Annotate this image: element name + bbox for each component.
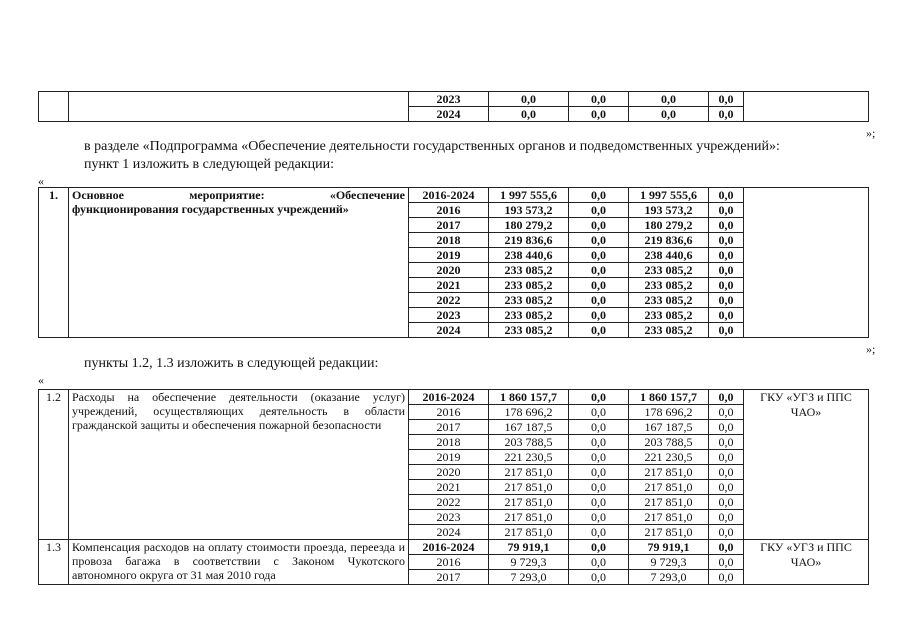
value-cell: 217 851,0 <box>629 480 709 495</box>
opening-quote: « <box>38 174 44 188</box>
desc-line: функционирования государственных учреждений» <box>72 202 349 216</box>
value-cell: 0,0 <box>569 420 629 435</box>
value-cell: 233 085,2 <box>489 293 569 308</box>
value-cell: 0,0 <box>709 293 744 308</box>
year-cell: 2022 <box>409 495 489 510</box>
year-cell: 2017 <box>409 570 489 585</box>
item-number: 1. <box>39 188 69 338</box>
value-cell: 167 187,5 <box>629 420 709 435</box>
value-cell: 1 997 555,6 <box>489 188 569 203</box>
responsible-agency <box>744 390 869 540</box>
year-cell: 2016-2024 <box>409 540 489 555</box>
year-cell: 2017 <box>409 420 489 435</box>
year-cell: 2016-2024 <box>409 390 489 405</box>
value-cell: 0,0 <box>709 188 744 203</box>
value-cell: 221 230,5 <box>489 450 569 465</box>
value-cell: 1 997 555,6 <box>629 188 709 203</box>
value-cell: 233 085,2 <box>629 293 709 308</box>
opening-quote: « <box>38 373 44 387</box>
value-cell: 180 279,2 <box>629 218 709 233</box>
value-cell: 0,0 <box>569 480 629 495</box>
year-cell: 2024 <box>409 323 489 338</box>
year-cell: 2019 <box>409 248 489 263</box>
agency-line: ГКУ «УГЗ и ППС <box>760 390 852 404</box>
value-cell: 217 851,0 <box>629 495 709 510</box>
value-cell: 233 085,2 <box>489 263 569 278</box>
desc-line: Основное мероприятие: «Обеспечение <box>72 188 405 202</box>
item-number: 1.3 <box>39 540 69 585</box>
year-cell: 2019 <box>409 450 489 465</box>
year-cell: 2022 <box>409 293 489 308</box>
value-cell: 0,0 <box>569 278 629 293</box>
value-cell: 79 919,1 <box>629 540 709 555</box>
year-cell: 2023 <box>409 92 489 107</box>
paragraph-instruction: пункты 1.2, 1.3 изложить в следующей редакции: <box>84 356 379 371</box>
year-cell: 2016 <box>409 555 489 570</box>
year-cell: 2016 <box>409 405 489 420</box>
responsible-agency <box>744 540 869 585</box>
table-row <box>39 92 869 107</box>
year-cell: 2024 <box>409 107 489 122</box>
value-cell: 0,0 <box>569 188 629 203</box>
value-cell: 7 293,0 <box>489 570 569 585</box>
year-cell: 2020 <box>409 263 489 278</box>
value-cell: 0,0 <box>569 203 629 218</box>
year-cell: 2023 <box>409 308 489 323</box>
value-cell: 233 085,2 <box>629 308 709 323</box>
value-cell: 0,0 <box>569 92 629 107</box>
table-row <box>39 390 869 405</box>
value-cell: 0,0 <box>709 405 744 420</box>
value-cell: 0,0 <box>709 308 744 323</box>
value-cell: 219 836,6 <box>489 233 569 248</box>
value-cell: 9 729,3 <box>629 555 709 570</box>
value-cell: 0,0 <box>709 248 744 263</box>
value-cell: 233 085,2 <box>629 323 709 338</box>
value-cell: 0,0 <box>569 525 629 540</box>
value-cell: 203 788,5 <box>489 435 569 450</box>
value-cell: 233 085,2 <box>489 278 569 293</box>
year-cell: 2023 <box>409 510 489 525</box>
value-cell: 0,0 <box>569 570 629 585</box>
value-cell: 0,0 <box>709 420 744 435</box>
value-cell: 233 085,2 <box>629 278 709 293</box>
value-cell: 178 696,2 <box>629 405 709 420</box>
year-cell: 2016-2024 <box>409 188 489 203</box>
value-cell: 238 440,6 <box>629 248 709 263</box>
value-cell: 0,0 <box>569 465 629 480</box>
value-cell: 0,0 <box>569 495 629 510</box>
value-cell: 0,0 <box>709 203 744 218</box>
year-cell: 2018 <box>409 435 489 450</box>
value-cell: 0,0 <box>709 435 744 450</box>
value-cell: 217 851,0 <box>489 465 569 480</box>
value-cell: 0,0 <box>709 480 744 495</box>
agency-line: ЧАО» <box>790 555 822 569</box>
table-top <box>38 91 869 122</box>
value-cell: 0,0 <box>569 107 629 122</box>
value-cell: 217 851,0 <box>629 510 709 525</box>
value-cell: 0,0 <box>709 278 744 293</box>
value-cell: 0,0 <box>569 450 629 465</box>
value-cell: 217 851,0 <box>489 495 569 510</box>
value-cell: 233 085,2 <box>629 263 709 278</box>
value-cell: 0,0 <box>709 555 744 570</box>
value-cell: 0,0 <box>569 555 629 570</box>
table-items <box>38 389 869 585</box>
value-cell: 7 293,0 <box>629 570 709 585</box>
closing-quote: »; <box>866 126 876 140</box>
value-cell: 0,0 <box>569 510 629 525</box>
value-cell: 0,0 <box>569 435 629 450</box>
table-row <box>39 540 869 555</box>
value-cell: 79 919,1 <box>489 540 569 555</box>
year-cell: 2017 <box>409 218 489 233</box>
value-cell: 180 279,2 <box>489 218 569 233</box>
value-cell: 0,0 <box>569 390 629 405</box>
value-cell: 0,0 <box>629 92 709 107</box>
value-cell: 0,0 <box>569 308 629 323</box>
value-cell: 0,0 <box>709 495 744 510</box>
value-cell: 0,0 <box>709 107 744 122</box>
paragraph-instruction: пункт 1 изложить в следующей редакции: <box>84 157 334 172</box>
year-cell: 2016 <box>409 203 489 218</box>
value-cell: 193 573,2 <box>629 203 709 218</box>
value-cell: 217 851,0 <box>489 480 569 495</box>
value-cell: 203 788,5 <box>629 435 709 450</box>
item-description: Компенсация расходов на оплату стоимости проезда, переезда и провоза багажа в соответствии с Законом Чукотского автономного округа от 31 мая 2010 года <box>69 540 409 585</box>
value-cell: 233 085,2 <box>489 323 569 338</box>
value-cell: 0,0 <box>629 107 709 122</box>
year-cell: 2021 <box>409 480 489 495</box>
closing-quote: »; <box>866 342 876 356</box>
value-cell: 0,0 <box>569 218 629 233</box>
value-cell: 0,0 <box>709 233 744 248</box>
value-cell: 217 851,0 <box>629 525 709 540</box>
value-cell: 193 573,2 <box>489 203 569 218</box>
value-cell: 0,0 <box>569 540 629 555</box>
value-cell: 9 729,3 <box>489 555 569 570</box>
year-cell: 2024 <box>409 525 489 540</box>
agency-line: ЧАО» <box>790 405 822 419</box>
value-cell: 167 187,5 <box>489 420 569 435</box>
value-cell: 0,0 <box>709 263 744 278</box>
value-cell: 233 085,2 <box>489 308 569 323</box>
agency-line: ГКУ «УГЗ и ППС <box>760 540 852 554</box>
value-cell: 1 860 157,7 <box>489 390 569 405</box>
value-cell: 1 860 157,7 <box>629 390 709 405</box>
value-cell: 0,0 <box>709 525 744 540</box>
value-cell: 0,0 <box>569 248 629 263</box>
year-cell: 2020 <box>409 465 489 480</box>
item-description: Расходы на обеспечение деятельности (оказание услуг) учреждений, осуществляющих деятельность в области гражданской защиты и обеспечения пожарной безопасности <box>69 390 409 540</box>
value-cell: 0,0 <box>709 510 744 525</box>
value-cell: 217 851,0 <box>629 465 709 480</box>
value-cell: 0,0 <box>489 92 569 107</box>
value-cell: 0,0 <box>709 218 744 233</box>
value-cell: 0,0 <box>709 465 744 480</box>
value-cell: 0,0 <box>709 570 744 585</box>
value-cell: 0,0 <box>709 92 744 107</box>
item-number: 1.2 <box>39 390 69 540</box>
value-cell: 0,0 <box>489 107 569 122</box>
paragraph-section: в разделе «Подпрограмма «Обеспечение деятельности государственных органов и подведомственных учреждений»: <box>84 139 780 154</box>
value-cell: 0,0 <box>569 263 629 278</box>
value-cell: 217 851,0 <box>489 510 569 525</box>
value-cell: 0,0 <box>569 233 629 248</box>
value-cell: 0,0 <box>709 323 744 338</box>
value-cell: 0,0 <box>709 390 744 405</box>
value-cell: 178 696,2 <box>489 405 569 420</box>
value-cell: 0,0 <box>569 293 629 308</box>
value-cell: 0,0 <box>709 450 744 465</box>
year-cell: 2021 <box>409 278 489 293</box>
year-cell: 2018 <box>409 233 489 248</box>
item-description <box>69 188 409 338</box>
value-cell: 0,0 <box>709 540 744 555</box>
value-cell: 0,0 <box>569 405 629 420</box>
value-cell: 0,0 <box>569 323 629 338</box>
table-main <box>38 187 869 338</box>
value-cell: 217 851,0 <box>489 525 569 540</box>
value-cell: 238 440,6 <box>489 248 569 263</box>
value-cell: 221 230,5 <box>629 450 709 465</box>
value-cell: 219 836,6 <box>629 233 709 248</box>
table-row <box>39 188 869 203</box>
